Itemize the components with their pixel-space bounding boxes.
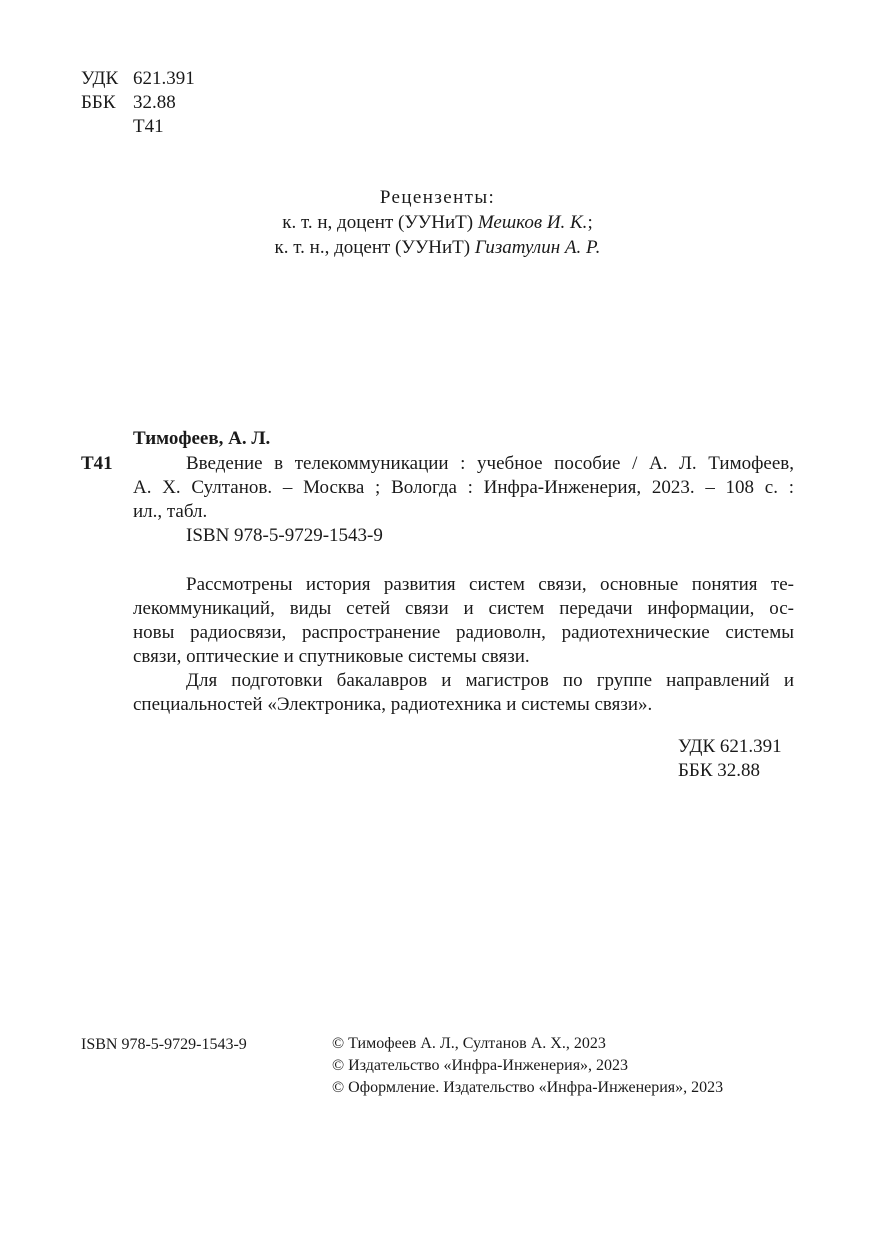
bib-isbn: ISBN 978-5-9729-1543-9 — [186, 525, 383, 546]
reviewer-line — [0, 211, 875, 235]
abstract-line: специальностей «Электроника, радиотехника и системы связи». — [133, 694, 653, 715]
abstract-paragraph-1 — [133, 573, 794, 717]
bib-author: Тимофеев, А. Л. — [133, 428, 271, 449]
udk-code: УДК 621.391 — [678, 736, 782, 757]
reviewer-title: к. т. н, доцент (УУНиТ) — [282, 212, 478, 233]
reviewers-heading: Рецензенты: — [379, 187, 496, 208]
abstract-line: лекоммуникаций, виды сетей связи и систем передачи информации, ос- — [133, 598, 794, 619]
copyright-block — [332, 1033, 723, 1099]
reviewers-block — [0, 186, 875, 260]
bib-line: ил., табл. — [133, 501, 208, 522]
bib-code: Т41 — [81, 453, 113, 474]
author-mark: Т41 — [133, 116, 164, 137]
copyright-line: © Тимофеев А. Л., Султанов А. Х., 2023 — [332, 1035, 606, 1052]
copyright-line: © Оформление. Издательство «Инфра-Инженерия», 2023 — [332, 1079, 724, 1096]
udk-label: УДК — [81, 68, 119, 89]
reviewer-line — [0, 236, 875, 260]
abstract-line: Для подготовки бакалавров и магистров по группе направлений и — [186, 670, 794, 691]
reviewer-name: Мешков И. К. — [477, 212, 588, 233]
classification-codes — [678, 735, 782, 783]
bib-line: А. Х. Султанов. – Москва ; Вологда : Инфра-Инженерия, 2023. – 108 с. : — [133, 477, 794, 498]
abstract-line: связи, оптические и спутниковые системы связи. — [133, 646, 530, 667]
udk-value: 621.391 — [133, 68, 195, 89]
abstract-line: новы радиосвязи, распространение радиоволн, радиотехнические системы — [133, 622, 794, 643]
copyright-line: © Издательство «Инфра-Инженерия», 2023 — [332, 1057, 629, 1074]
reviewer-name: Гизатулин А. Р. — [474, 237, 601, 258]
abstract-line: Рассмотрены история развития систем связи, основные понятия те- — [186, 574, 794, 595]
bbk-code: ББК 32.88 — [678, 760, 760, 781]
bbk-label: ББК — [81, 92, 116, 113]
bib-line: Введение в телекоммуникации : учебное пособие / А. Л. Тимофеев, — [186, 453, 794, 474]
reviewer-suffix: ; — [587, 212, 593, 233]
footer-isbn: ISBN 978-5-9729-1543-9 — [81, 1036, 247, 1053]
bbk-value: 32.88 — [133, 92, 176, 113]
reviewer-title: к. т. н., доцент (УУНиТ) — [274, 237, 475, 258]
